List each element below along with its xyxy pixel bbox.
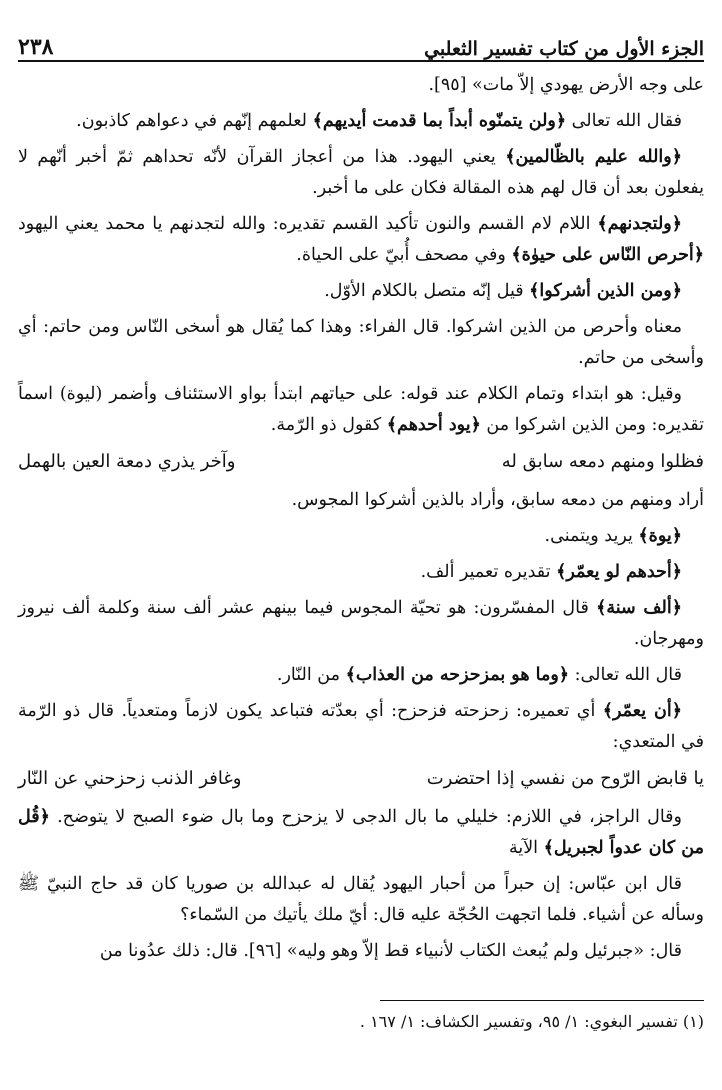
body-text — [18, 70, 704, 967]
text-run: قال المفسّرون: هو تحيّة المجوس فيما بينهم عشر ألف سنة وكلمة ألف نيروز ومهرجان. — [18, 598, 704, 649]
book-title: الجزء الأول من كتاب تفسير الثعلبي — [424, 38, 704, 60]
text-run: فقال الله تعالى — [566, 111, 682, 131]
footnote-divider — [380, 1000, 704, 1001]
text-run: أي تعميره: زحزحته فزحزح: أي بعدّته فتباعد يكون لازماً ومتعدياً. قال ذو الرّمة في المتعدي: — [18, 701, 704, 752]
footnote — [18, 1012, 704, 1031]
quran-quote: ﴿والله عليم بالظّالمين﴾ — [505, 147, 683, 167]
text-run: من النّار. — [276, 665, 346, 685]
quran-quote: ﴿ألف سنة﴾ — [596, 598, 682, 618]
text-run: اللام لام القسم والنون تأكيد القسم تقديره: والله لتجدنهم يا محمد يعني اليهود — [18, 214, 598, 234]
text-run: على وجه الأرض يهودي إلاّ مات» [٩٥]. — [428, 75, 704, 95]
verse-first-hemistich: يا قابض الرّوح من نفسي إذا احتضرت — [426, 768, 704, 789]
paragraph — [18, 696, 704, 758]
poetry-verse-1 — [18, 446, 704, 477]
text-run: وقيل: هو ابتداء وتمام الكلام عند قوله: على حياتهم ابتدأ بواو الاستئناف وأضمر (ليوة) اسماً تقديره: ومن الذين اشركوا من — [18, 384, 704, 435]
running-header — [18, 22, 704, 62]
paragraph — [18, 312, 704, 374]
paragraph — [18, 936, 704, 967]
text-run: قال: «جبرئيل ولم يُبعث الكتاب لأنبياء قط إلاّ وهو وليه» [٩٦]. قال: ذلك عدُونا من — [99, 941, 682, 961]
footnote-marker: (١) — [682, 1012, 704, 1031]
paragraph — [18, 660, 704, 691]
paragraph — [18, 521, 704, 552]
paragraph — [18, 379, 704, 441]
text-run: الآية — [508, 838, 544, 858]
verse-second-hemistich: وآخر يذري دمعة العين بالهمل — [18, 451, 236, 472]
paragraph — [18, 276, 704, 307]
quran-quote: ﴿ومن الذين أشركوا﴾ — [529, 281, 682, 301]
paragraph — [18, 802, 704, 864]
paragraph — [18, 485, 704, 516]
text-run: يعني اليهود. هذا من أعجاز القرآن لأنّه تحداهم ثمّ أخبر أنّهم لا يفعلون بعد أن قال لهم هذه المقالة فكان على ما أخبر. — [18, 147, 704, 198]
text-run: قال ابن عبّاس: إن حبراً من أحبار اليهود يُقال له عبدالله بن صوريا كان قد حاج النبيّ ﷺ وسأله عن أشياء. فلما اتجهت الحُجّة عليه قال: أيّ ملك يأتيك من السّماء؟ — [18, 874, 704, 925]
paragraph — [18, 70, 704, 101]
paragraph — [18, 209, 704, 271]
text-run: يريد ويتمنى. — [544, 526, 639, 546]
text-run: تقديره تعمير ألف. — [420, 562, 557, 582]
quran-quote: ﴿وما هو بمزحزحه من العذاب﴾ — [345, 665, 570, 685]
text-run: لعلمهم إنّهم في دعواهم كاذبون. — [76, 111, 313, 131]
text-run: معناه وأحرص من الذين اشركوا. قال الفراء: وهذا كما يُقال هو أسخى النّاس ومن حاتم: أي وأسخى من حاتم. — [18, 317, 704, 368]
paragraph-group-1 — [18, 70, 704, 441]
paragraph-group-2 — [18, 485, 704, 758]
text-run: وقال الراجز، في اللازم: خليلي ما بال الدجى لا يزحزح وما بال ضوء الصبح لا يتوضح. — [49, 807, 682, 827]
quran-quote: ﴿أحرص النّاس على حيوٰة﴾ — [511, 245, 704, 265]
text-run: وفي مصحف أُبيّ على الحياة. — [296, 245, 512, 265]
quran-quote: ﴿ولن يتمنّوه أبداً بما قدمت أيديهم﴾ — [312, 111, 567, 131]
quran-quote: ﴿يود أحدهم﴾ — [386, 415, 481, 435]
quran-quote: ﴿قُل من كان عدواً لجبريل﴾ — [18, 807, 704, 858]
paragraph-group-3 — [18, 802, 704, 967]
quran-quote: ﴿ولتجدنهم﴾ — [597, 214, 682, 234]
text-run: قيل إنّه متصل بالكلام الأوّل. — [324, 281, 530, 301]
verse-second-hemistich: وغافر الذنب زحزحني عن النّار — [18, 768, 242, 789]
paragraph — [18, 106, 704, 137]
text-run: كقول ذو الرّمة. — [270, 415, 387, 435]
quran-quote: ﴿أحدهم لو يعمّر﴾ — [556, 562, 682, 582]
paragraph — [18, 869, 704, 931]
footnote-text: تفسير البغوي: ١/ ٩٥، وتفسير الكشاف: ١/ ١٦٧ . — [359, 1012, 678, 1031]
paragraph — [18, 557, 704, 588]
poetry-verse-2 — [18, 763, 704, 794]
quran-quote: ﴿أن يعمّر﴾ — [602, 701, 682, 721]
text-run: أراد ومنهم من دمعه سابق، وأراد بالذين أشركوا المجوس. — [291, 490, 704, 510]
paragraph — [18, 142, 704, 204]
verse-first-hemistich: فظلوا ومنهم دمعه سابق له — [501, 451, 704, 472]
paragraph — [18, 593, 704, 655]
page-number: ٢٣٨ — [18, 34, 54, 60]
quran-quote: ﴿يوة﴾ — [638, 526, 682, 546]
text-run: قال الله تعالى: — [569, 665, 682, 685]
